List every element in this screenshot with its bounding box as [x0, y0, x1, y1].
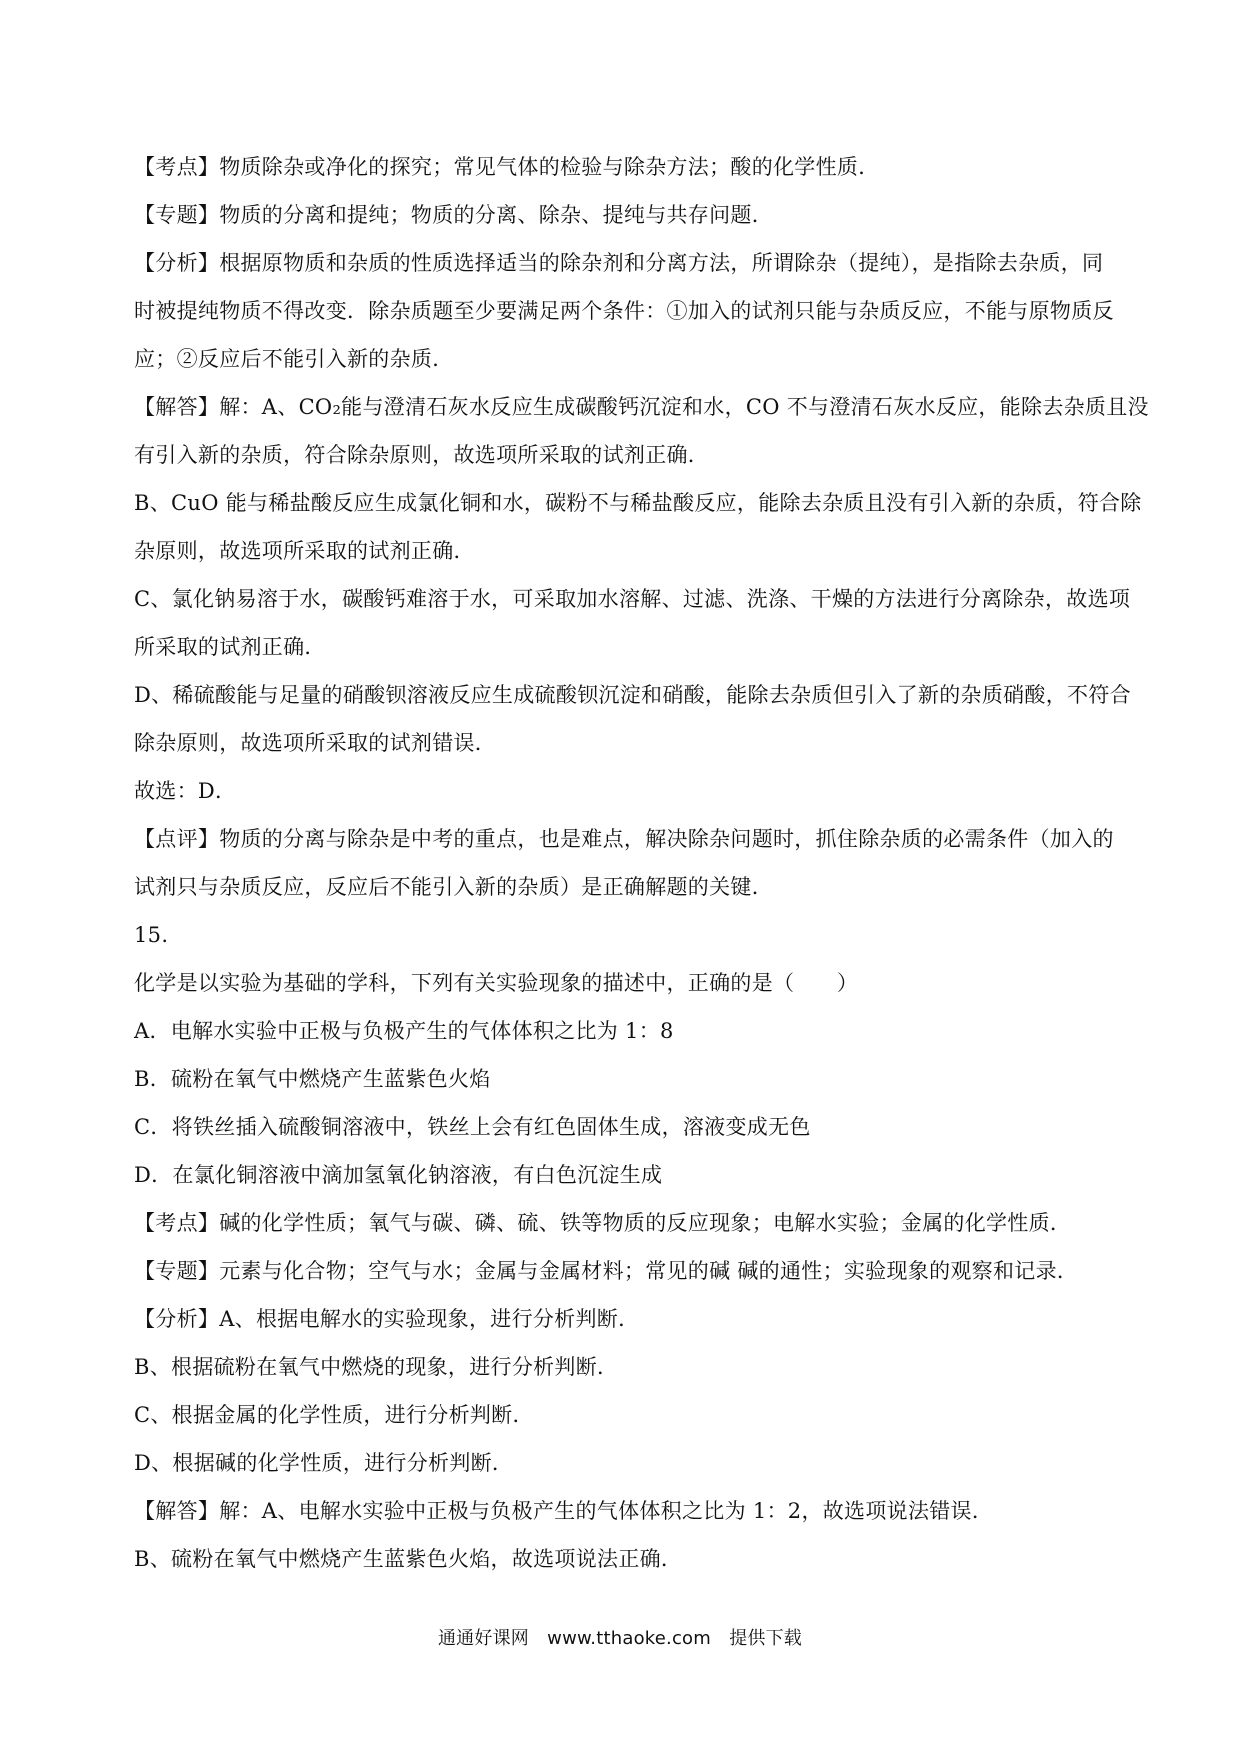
option-a — [134, 1019, 1128, 1043]
jieda-b-14 — [134, 491, 1142, 563]
jieda-line: B、硫粉在氧气中燃烧产生蓝紫色火焰，故选项说法正确． — [134, 1547, 683, 1571]
zhuanti-line: 【专题】物质的分离和提纯；物质的分离、除杂、提纯与共存问题． — [134, 203, 773, 227]
jieda-line: 除杂原则，故选项所采取的试剂错误． — [134, 731, 497, 755]
jieda-a-14 — [134, 395, 1149, 467]
zhuanti-14 — [134, 203, 1128, 227]
question-number: 15. — [134, 923, 169, 947]
question-number-15 — [134, 923, 1128, 947]
answer-line: 故选：D． — [134, 779, 237, 803]
fenxi-line: B、根据硫粉在氧气中燃烧的现象，进行分析判断． — [134, 1355, 619, 1379]
jieda-line: 杂原则，故选项所采取的试剂正确． — [134, 539, 475, 563]
fenxi-line: 时被提纯物质不得改变．除杂质题至少要满足两个条件：①加入的试剂只能与杂质反应，不能与原物质反 — [134, 299, 1114, 323]
jieda-line: D、稀硫酸能与足量的硝酸钡溶液反应生成硫酸钡沉淀和硝酸，能除去杂质但引入了新的杂质硝酸，不符合 — [134, 683, 1131, 707]
jieda-c-14 — [134, 587, 1131, 659]
fenxi-line: C、根据金属的化学性质，进行分析判断． — [134, 1403, 534, 1427]
option-d-text: D．在氯化铜溶液中滴加氢氧化钠溶液，有白色沉淀生成 — [134, 1163, 663, 1187]
kaodian-line: 【考点】物质除杂或净化的探究；常见气体的检验与除杂方法；酸的化学性质． — [134, 155, 880, 179]
jieda-15-a — [134, 1499, 1128, 1523]
answer-14 — [134, 779, 1128, 803]
dianping-line: 【点评】物质的分离与除杂是中考的重点，也是难点，解决除杂问题时，抓住除杂质的必需条件（加入的 — [134, 827, 1114, 851]
kaodian-line: 【考点】碱的化学性质；氧气与碳、磷、硫、铁等物质的反应现象；电解水实验；金属的化学性质． — [134, 1211, 1072, 1235]
option-c — [134, 1115, 1128, 1139]
jieda-15-b — [134, 1547, 1128, 1571]
zhuanti-15 — [134, 1259, 1128, 1283]
option-c-text: C．将铁丝插入硫酸铜溶液中，铁丝上会有红色固体生成，溶液变成无色 — [134, 1115, 811, 1139]
kaodian-14 — [134, 155, 1128, 179]
fenxi-line: 【分析】A、根据电解水的实验现象，进行分析判断． — [134, 1307, 640, 1331]
dianping-line: 试剂只与杂质反应，反应后不能引入新的杂质）是正确解题的关键． — [134, 875, 773, 899]
fenxi-14 — [134, 251, 1128, 371]
document-content — [134, 155, 1149, 1595]
fenxi-15-d — [134, 1451, 1128, 1475]
jieda-line: 【解答】解：A、CO₂能与澄清石灰水反应生成碳酸钙沉淀和水，CO 不与澄清石灰水反应，能除去杂质且没 — [134, 395, 1149, 419]
question-stem: 化学是以实验为基础的学科，下列有关实验现象的描述中，正确的是（ ） — [134, 971, 859, 995]
jieda-line: 有引入新的杂质，符合除杂原则，故选项所采取的试剂正确． — [134, 443, 710, 467]
page-footer: 通通好课网 www.tthaoke.com 提供下载 — [437, 1628, 803, 1649]
option-b — [134, 1067, 1128, 1091]
zhuanti-line: 【专题】元素与化合物；空气与水；金属与金属材料；常见的碱 碱的通性；实验现象的观察和记录． — [134, 1259, 1079, 1283]
fenxi-15-b — [134, 1355, 1128, 1379]
option-d — [134, 1163, 1128, 1187]
fenxi-15-a — [134, 1307, 1128, 1331]
option-b-text: B．硫粉在氧气中燃烧产生蓝紫色火焰 — [134, 1067, 491, 1091]
dianping-14 — [134, 827, 1128, 899]
fenxi-line: D、根据碱的化学性质，进行分析判断． — [134, 1451, 514, 1475]
question-stem-15 — [134, 971, 1128, 995]
fenxi-line: 【分析】根据原物质和杂质的性质选择适当的除杂剂和分离方法，所谓除杂（提纯），是指除去杂质，同 — [134, 251, 1104, 275]
jieda-line: 所采取的试剂正确． — [134, 635, 326, 659]
option-a-text: A．电解水实验中正极与负极产生的气体体积之比为 1：8 — [134, 1019, 674, 1043]
jieda-d-14 — [134, 683, 1131, 755]
jieda-line: B、CuO 能与稀盐酸反应生成氯化铜和水，碳粉不与稀盐酸反应，能除去杂质且没有引入新的杂质，符合除 — [134, 491, 1142, 515]
jieda-line: 【解答】解：A、电解水实验中正极与负极产生的气体体积之比为 1：2，故选项说法错误． — [134, 1499, 994, 1523]
fenxi-15-c — [134, 1403, 1128, 1427]
jieda-line: C、氯化钠易溶于水，碳酸钙难溶于水，可采取加水溶解、过滤、洗涤、干燥的方法进行分离除杂，故选项 — [134, 587, 1131, 611]
fenxi-line: 应；②反应后不能引入新的杂质． — [134, 347, 454, 371]
kaodian-15 — [134, 1211, 1128, 1235]
